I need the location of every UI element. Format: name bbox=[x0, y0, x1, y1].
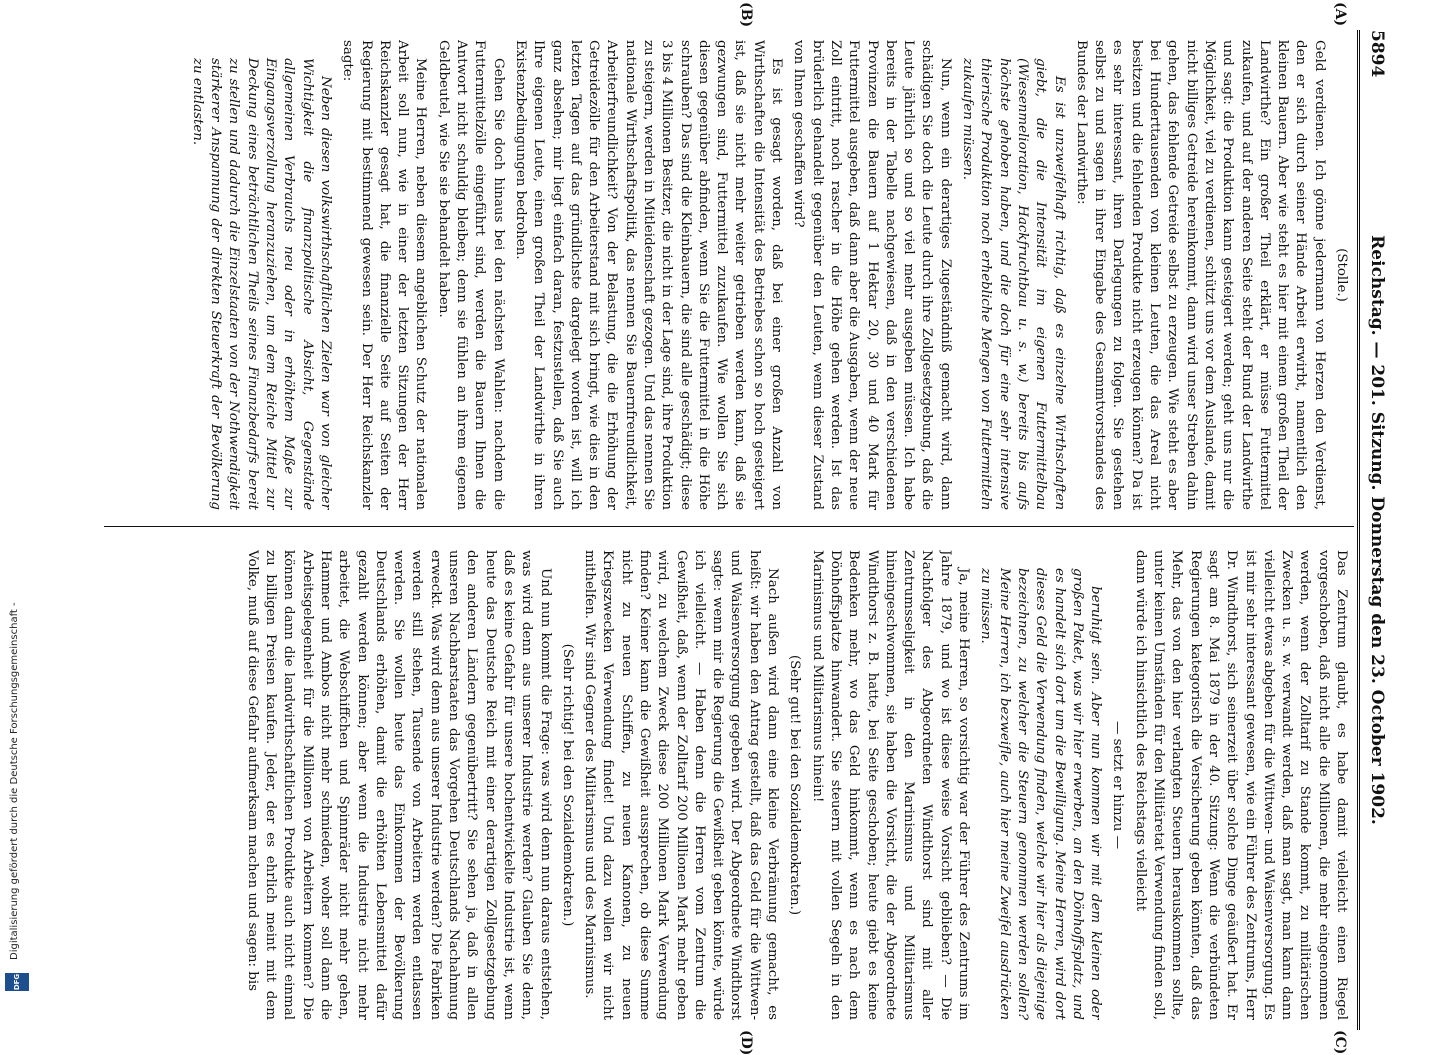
document-page bbox=[84, 2, 1394, 1055]
margin-marker-a: (A) bbox=[1332, 2, 1348, 27]
page-title: Reichstag. — 201. Sitzung. Donnerstag den 23. October 1902. bbox=[1367, 235, 1387, 825]
paragraph: Nach außen wird dann eine kleine Verbrämung gemacht, es heißt: wir haben den Antrag gestellt, daß das Geld für die Wittwen- und Waisenversorgung gegeben wird. Der Abgeordnete Windthorst sagte: wenn mir die Regierung die Gewißheit geben könnte, würde ich vielleicht. — Haben denn die Herren vom Zentrum die Gewißheit, daß, wenn der Zolltarif 200 Millionen Mark mehr geben wird, zu welchem Zweck diese 200 Millionen Mark Verwendung finden? Keiner kann die Gewißheit aussprechen, ob diese Summe nicht zu neuen Schiffen, zu neuen Kanonen, zu neuen Kriegszwecken Verwendung findet! Und dazu wollen wir nicht mithelfen. Wir sind Gegner des Militarismus und des Marinismus. bbox=[582, 550, 781, 1020]
quote-paragraph: Neben diesen volkswirthschaftlichen Zielen war von gleicher Wichtigkeit die finanzpolitische Absicht, Gegenstände allgemeinen Verbrauchs neu oder in erhöhtem Maße zur Eingangsverzollung heranzuziehen, um dem Reiche Mittel zur Deckung eines beträchtlichen Theils seines Finanzbedarfs bereit zu stellen und dadurch die Einzelstaaten von der Nothwendigkeit stärkerer Anspannung der direkten Steuerkraft der Bevölkerung zu entlasten. bbox=[189, 58, 333, 510]
paragraph: Und nun kommt die Frage: was wird denn nun daraus entstehen, was wird denn aus unserer Industrie werden? Glauben Sie denn, daß es keine Gefahr für unsere hochentwickelte Industrie ist, wenn heute das Deutsche Reich mit einer derartigen Zollgesetzgebung den anderen Ländern gegenübertritt? Sie sehen ja, daß in allen unseren Nachbarstaaten das Vorgehen Deutschlands Nachahmung erweckt. Was wird denn aus unserer Industrie werden? Die Fabriken werden still stehen, Tausende von Arbeitern werden entlassen werden. Sie wollen heute das Einkommen der Bevölkerung Deutschlands erhöhen, damit die erhöhten Lebensmittel dafür gezahlt werden können; aber wenn die Industrie nicht mehr arbeitet, die Webschiffchen und Spinnräder nicht mehr gehen, Hammer und Ambos nicht mehr schmieden, woher soll dann die Arbeitsgelegenheit für die Millionen von Arbeitern kommen? Die können dann die landwirthschaftlichen Produkte auch nicht einmal zu billigen Preisen kaufen. Jeder, der es ehrlich meint mit dem Volke, muß auf diese Gefahr aufmerksam machen und sagen: bis bbox=[244, 550, 553, 1020]
paragraph: Meine Herren, neben diesem angeblichen Schutz der nationalen Arbeit soll nun, wie in einer der letzten Sitzungen der Herr Reichskanzler gesagt hat, die finanzielle Seite auf Seiten der Regierung mit bestimmend gewesen sein. Der Herr Reichskanzler sagte: bbox=[340, 40, 429, 510]
paragraph: Nun, wenn ein derartiges Zugeständniß gemacht wird, dann schädigen Sie doch die Leute durch ihre Zollgesetzgebung, daß die Leute jährlich so und so viel mehr ausgeben müssen. Ich habe bereits in der Tabelle nachgewiesen, daß in den verschiedenen Provinzen die Bauern auf 1 Hektar 20, 30 und 40 Mark für Futtermittel ausgeben, daß dann aber die Ausgaben, wenn der neue Zoll eintritt, noch rascher in die Höhe gehen werden. Ist das brüderlich gehandelt gegenüber den Leuten, wenn dieser Zustand von Ihnen geschaffen wird? bbox=[791, 40, 953, 510]
paragraph: Das Zentrum glaubt, es habe damit vielleicht einen Riegel vorgeschoben, daß nicht alle die Millionen, die mehr eingenommen werden, wenn der Zolltarif zu Stande kommt, zu militärischen Zwecken u. s. w. verwandt werden, daß man sagt, man kann dann vielleicht etwas abgeben für die Wittwen- und Waisenversorgung. Es ist mir sehr interessant gewesen, wie ein Führer des Zentrums, Herr Dr. Windthorst, sich seinerzeit über solche Dinge geäußert hat. Er sagt am 8. Mai 1879 in der 40. Sitzung: Wenn die verbündeten Regierungen kategorisch die Versicherung geben könnten, daß das Mehr, das von den hier verlangten Steuern herauskommen sollte, unter keinen Umständen für den Militäretat Verwendung finden soll, dann würde ich hinsichtlich des Reichstags vielleicht bbox=[1132, 550, 1349, 1020]
dfg-logo: DFG bbox=[5, 973, 29, 991]
margin-marker-b: (B) bbox=[738, 2, 754, 28]
column-divider bbox=[104, 526, 1354, 527]
paragraph: Gehen Sie doch hinaus bei den nächsten Wahlen: nachdem die Futtermittelzölle eingeführt sind, werden die Bauern Ihnen die Antwort nicht schuldig bleiben; denn sie fühlen an ihrem eigenen Geldbeutel, wie Sie sie behandelt haben. bbox=[435, 40, 506, 510]
paragraph: Ja, meine Herren, so vorsichtig war der Führer des Zentrums im Jahre 1879, und wo ist diese weise Vorsicht geblieben? — Die Nachfolger des Abgeordneten Windthorst sind mit aller Zentrumsseligkeit in den Marinismus und Militarismus hineingeschwommen, sie haben die Vorsicht, die der Abgeordnete Windthorst z. B. hatte, bei Seite geschoben; heute giebt es keine Bedenken mehr, wo das Geld hinkommt, wenn es nach dem Dönhoffsplatze hinwandert. Sie steuern mit vollen Segeln in den Marinismus und Militarismus hinein! bbox=[809, 550, 972, 1020]
quote-paragraph: beruhigt sein. Aber nun kommen wir mit dem kleinen oder großen Paket, was wir hier erwerben, an den Dönhoffsplatz, und es handelt sich dort um die Bewilligung. Meine Herren, wird dort dieses Geld die Verwendung finden, welche wir hier als diejenige bezeichnen, zu welcher die Steuern genommen werden sollen? Meine Herren, ich bezweifle, auch hier meine Zweifel ausdrücken zu müssen. bbox=[978, 568, 1104, 1020]
right-column bbox=[110, 550, 1350, 1020]
margin-marker-c: (C) bbox=[1332, 1030, 1348, 1055]
applause-note: (Sehr gut! bei den Sozialdemokraten.) bbox=[787, 654, 803, 916]
left-column bbox=[110, 40, 1350, 510]
credit-strip bbox=[6, 0, 26, 1000]
margin-marker-d: (D) bbox=[738, 1030, 754, 1055]
speaker-name: (Stolle.) bbox=[1334, 248, 1349, 302]
page-number: 5894 bbox=[1367, 30, 1387, 78]
page-header bbox=[1357, 30, 1394, 1030]
applause-note: (Sehr richtig! bei den Sozialdemokraten.) bbox=[559, 643, 575, 927]
digitization-credit: Digitalisierung gefördert durch die Deutsche Forschungsgemeinschaft - bbox=[9, 602, 20, 960]
interjection: — setzt er hinzu — bbox=[1110, 721, 1126, 849]
quote-paragraph: Es ist unzweifelhaft richtig, daß es einzelne Wirthschaften giebt, die die Intensität im eigenen Futtermittelbau (Wiesenmelioration, Hackfruchtbau u. s. w.) bereits bis aufs höchste gehoben haben, und die doch für eine sehr intensive thierische Produktion noch erhebliche Mengen von Futtermitteln zukaufen müssen. bbox=[960, 58, 1067, 510]
paragraph: Es ist gesagt worden, daß bei einer großen Anzahl von Wirthschaften die Intensität des Betriebes schon so hoch gesteigert ist, daß sie nicht mehr weiter getrieben werden kann, daß sie gezwungen sind, Futtermittel zuzukaufen. Wie wollen Sie sich diesen gegenüber abfinden, wenn Sie die Futtermittel in die Höhe schrauben? Das sind die Kleinbauern, die sind alle geschädigt; diese 3 bis 4 Millionen Besitzer, die nicht in der Lage sind, ihre Produktion zu steigern, werden in Mitleidenschaft gezogen. Und das nennen Sie nationale Wirthschaftspolitik, das nennen Sie Bauernfreundlichkeit, Arbeiterfreundlichkeit? Von der Belastung, die die Erhöhung der Getreidezölle für den Arbeiterstand mit sich bringt, wie dies in den letzten Tagen auf das gründlichste dargelegt worden ist, will ich ganz absehen; mir liegt einfach daran, festzustellen, daß Sie auch Ihre eigenen Leute, einen großen Theil der Landwirthe in ihren Existenzbedingungen bedrohen. bbox=[512, 40, 785, 510]
paragraph: Geld verdienen. Ich gönne jedermann von Herzen den Verdienst, den er sich durch seiner Hände Arbeit erwirbt, namentlich den kleinen Bauern. Aber wie steht es hier mit einem großen Theil der Landwirthe? Ein großer Theil erklärt, er müsse Futtermittel zukaufen, und auf der anderen Seite steht der Bund der Landwirthe und sagt: die Produktion kann gesteigert werden; geht uns nur die Möglichkeit, viel zu verdienen, schützt uns vor dem Auslande, damit nicht billiges Getreide hereinkommt, dann wird unser Streben dahin gehen, das fehlende Getreide selbst zu erzeugen. Wie steht es aber bei Hunderttausenden von kleinen Leuten, die das Areal nicht besitzen und die fehlenden Produkte nicht erzeugen können? Da ist es sehr interessant, ihren Darlegungen zu folgen. Sie gestehen selbst zu und sagen in ihrer Eingabe des Gesammtvorstandes des Bundes der Landwirthe: bbox=[1073, 40, 1327, 510]
